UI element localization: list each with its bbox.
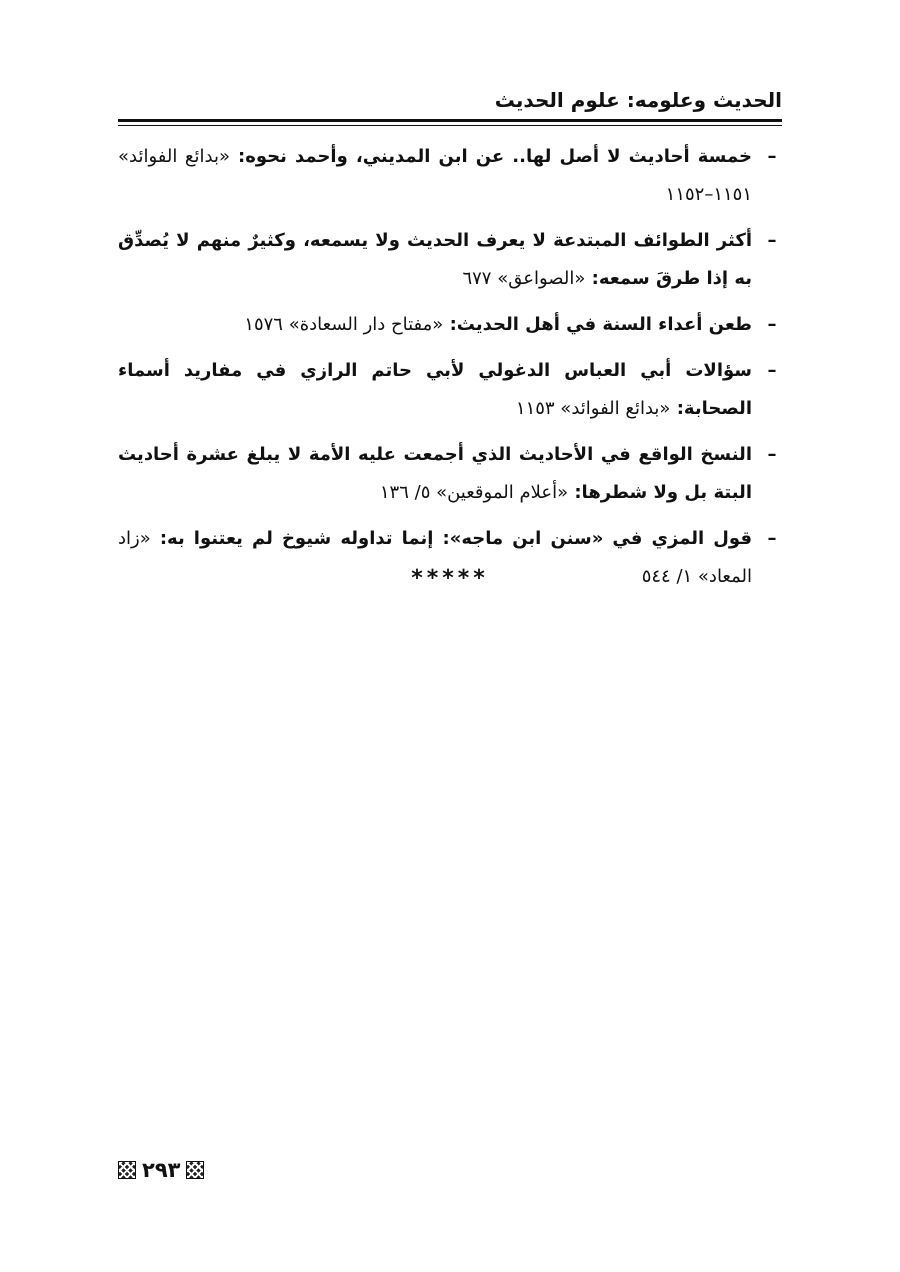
index-entry [118,436,782,512]
entry-topic: خمسة أحاديث لا أصل لها.. عن ابن المديني، وأحمد نحوه: [229,146,752,167]
ornament-right-icon [186,1161,204,1179]
entry-source: «زاد المعاد» ١/ ٥٤٤ [118,528,752,587]
entry-source: «بدائع الفوائد» ١١٥١–١١٥٢ [118,146,752,205]
entry-dash: – [767,146,777,167]
entry-source: «الصواعق» ٦٧٧ [462,268,586,289]
entry-topic: أكثر الطوائف المبتدعة لا يعرف الحديث ولا يسمعه، وكثيرٌ منهم لا يُصدِّق به إذا طرقَ سمعه: [118,230,752,289]
entry-dash: – [767,360,777,381]
ornament-left-icon [118,1161,136,1179]
entry-source: «أعلام الموقعين» ٥/ ١٣٦ [379,482,569,503]
entry-topic: سؤالات أبي العباس الدغولي لأبي حاتم الرازي في مفاريد أسماء الصحابة: [118,360,752,419]
entry-source: «مفتاح دار السعادة» ١٥٧٦ [244,314,444,335]
header-rule-thin [118,125,782,126]
index-entry [118,352,782,428]
entry-topic: طعن أعداء السنة في أهل الحديث: [443,314,752,335]
index-entry [118,138,782,214]
running-title: الحديث وعلومه: علوم الحديث [494,88,782,112]
section-end-stars: ***** [411,566,489,591]
entry-dash: – [767,444,777,465]
entry-dash: – [767,314,777,335]
page-footer [118,1155,204,1185]
entry-topic: قول المزي في «سنن ابن ماجه»: إنما تداوله شيوخ لم يعتنوا به: [150,528,752,549]
entry-dash: – [767,230,777,251]
entry-source: «بدائع الفوائد» ١١٥٣ [515,398,671,419]
entry-topic: النسخ الواقع في الأحاديث الذي أجمعت عليه الأمة لا يبلغ عشرة أحاديث البتة بل ولا شطرها: [118,444,752,503]
index-entry [118,222,782,298]
page-number: ٢٩٣ [142,1158,181,1182]
entry-dash: – [767,528,777,549]
index-entry [118,306,782,344]
header-rule-thick [118,119,782,122]
index-entries [118,138,782,604]
